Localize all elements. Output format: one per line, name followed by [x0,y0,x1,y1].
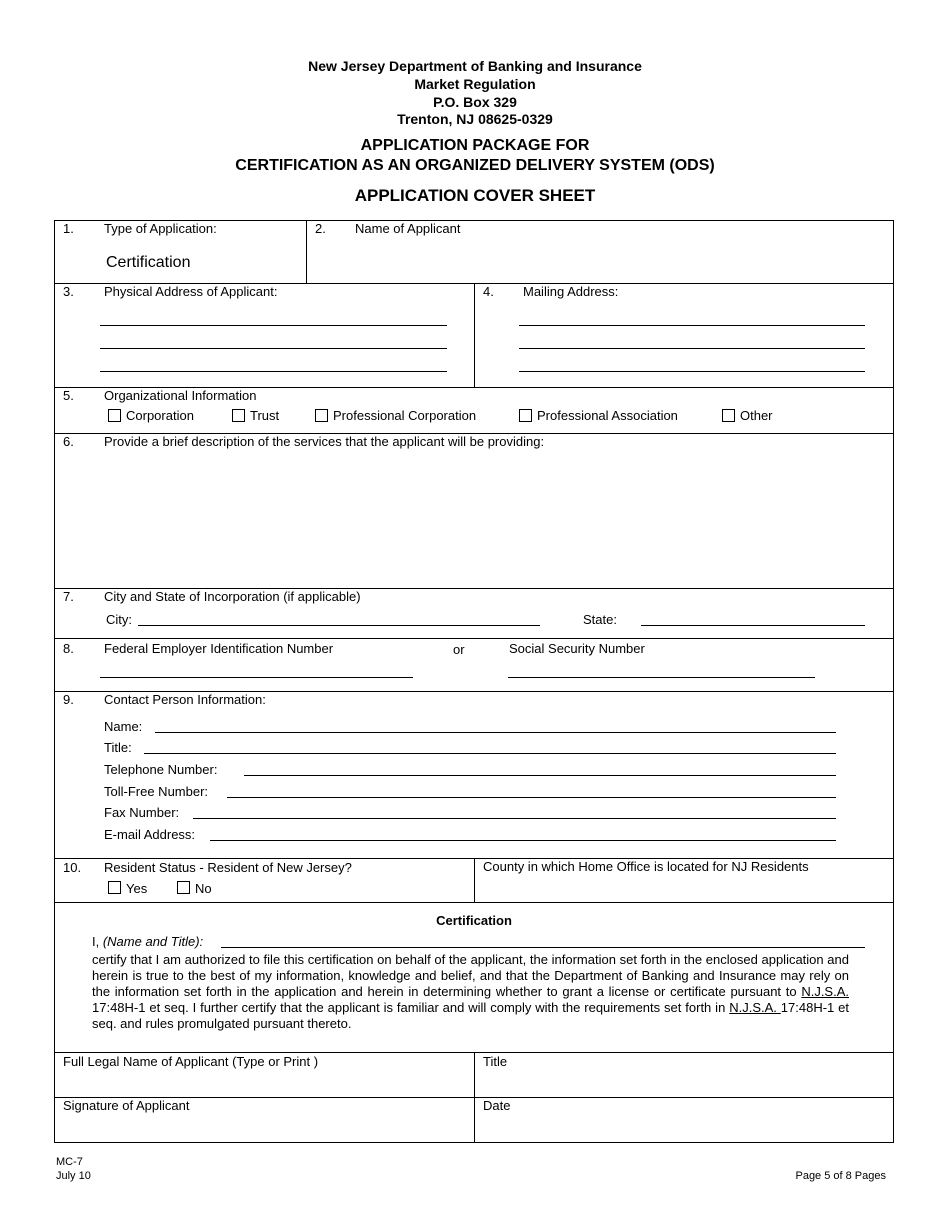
contact-title-label: Title: [104,740,132,755]
mailing-address-line[interactable] [519,348,865,349]
certification-name-title-field[interactable] [221,947,865,948]
njsa-citation: N.J.S.A. [801,984,849,999]
certification-text [92,952,849,1032]
mailing-address-line[interactable] [519,325,865,326]
city-label: City: [106,612,132,627]
full-legal-name-label: Full Legal Name of Applicant (Type or Print ) [63,1054,319,1069]
county-label: County in which Home Office is located for NJ Residents [483,859,809,874]
njsa-citation: N.J.S.A. [729,1000,781,1015]
resident-status-label: Resident Status - Resident of New Jersey? [104,860,352,875]
physical-address-label: Physical Address of Applicant: [104,284,278,299]
contact-telephone-field[interactable] [244,775,836,776]
ssn-label: Social Security Number [509,641,645,656]
city-field[interactable] [138,625,540,626]
row-divider [54,902,894,903]
fein-field[interactable] [100,677,413,678]
trust-checkbox[interactable] [232,409,245,422]
resident-no-label: No [195,881,212,896]
section-9-number: 9. [63,692,74,707]
or-label: or [453,642,465,657]
form-date: July 10 [56,1170,91,1182]
contact-toll-free-label: Toll-Free Number: [104,784,209,799]
column-divider [474,283,475,387]
title-line-1: APPLICATION PACKAGE FOR [360,137,590,154]
title-line-2: CERTIFICATION AS AN ORGANIZED DELIVERY SYSTEM (ODS) [235,157,715,174]
resident-yes-checkbox[interactable] [108,881,121,894]
date-label: Date [483,1098,511,1113]
header-po-box: P.O. Box 329 [433,94,517,110]
certification-intro: I, [92,934,103,949]
section-5-number: 5. [63,388,74,403]
header-city-zip: Trenton, NJ 08625-0329 [397,111,553,127]
organizational-info-label: Organizational Information [104,388,257,403]
signature-label: Signature of Applicant [63,1098,190,1113]
state-field[interactable] [641,625,865,626]
trust-option-label: Trust [250,408,280,423]
section-1-number: 1. [63,221,74,236]
professional-association-option-label: Professional Association [537,408,678,423]
professional-association-checkbox[interactable] [519,409,532,422]
mailing-address-label: Mailing Address: [523,284,619,299]
professional-corporation-checkbox[interactable] [315,409,328,422]
contact-email-label: E-mail Address: [104,827,196,842]
applicant-name-label: Name of Applicant [355,221,461,236]
contact-fax-label: Fax Number: [104,805,180,820]
column-divider [474,1052,475,1142]
contact-name-field[interactable] [155,732,836,733]
physical-address-line[interactable] [100,325,447,326]
incorporation-label: City and State of Incorporation (if applicable) [104,589,361,604]
contact-toll-free-field[interactable] [227,797,836,798]
column-divider [474,858,475,902]
column-divider [306,220,307,283]
services-description-label: Provide a brief description of the services that the applicant will be providing: [104,434,545,449]
certification-text-part-3: 17:48H-1 et seq. and rules promulgated pursuant thereto. [92,1000,849,1031]
certification-heading: Certification [436,913,512,928]
page-number: Page 5 of 8 Pages [795,1170,886,1182]
state-label: State: [583,612,617,627]
fein-label: Federal Employer Identification Number [104,641,334,656]
header-org: New Jersey Department of Banking and Insurance [308,58,642,74]
other-option-label: Other [740,408,773,423]
title-label: Title [483,1054,508,1069]
section-7-number: 7. [63,589,74,604]
section-2-number: 2. [315,221,326,236]
section-4-number: 4. [483,284,494,299]
physical-address-line[interactable] [100,371,447,372]
contact-title-field[interactable] [144,753,836,754]
physical-address-line[interactable] [100,348,447,349]
certification-name-title-label: (Name and Title): [102,934,204,949]
contact-email-field[interactable] [210,840,836,841]
professional-corporation-option-label: Professional Corporation [333,408,477,423]
section-6-number: 6. [63,434,74,449]
certification-text-part-1: certify that I am authorized to file this certification on behalf of the applicant, the information set forth in the enclosed application and herein is true to the best of my information, knowledge and belief, and that the Department of Banking and Insurance may rely on the information set forth in the application and herein in determining whether to grant a license or certificate pursuant to [92,952,849,999]
contact-fax-field[interactable] [193,818,836,819]
contact-name-label: Name: [104,719,143,734]
certification-name-title-prompt [92,934,203,949]
corporation-checkbox[interactable] [108,409,121,422]
ssn-field[interactable] [508,677,815,678]
contact-person-label: Contact Person Information: [104,692,266,707]
resident-no-checkbox[interactable] [177,881,190,894]
contact-telephone-label: Telephone Number: [104,762,218,777]
services-description-area[interactable] [100,454,880,582]
section-8-number: 8. [63,641,74,656]
header-division: Market Regulation [414,76,536,92]
form-id: MC-7 [56,1156,83,1168]
page-subtitle: APPLICATION COVER SHEET [354,186,596,205]
section-10-number: 10. [63,860,82,875]
row-divider [54,638,894,639]
type-of-application-label: Type of Application: [104,221,217,236]
mailing-address-line[interactable] [519,371,865,372]
resident-yes-label: Yes [126,881,148,896]
certification-text-part-2: 17:48H-1 et seq. I further certify that the applicant is familiar and will comply with the requirements set forth in [92,1000,730,1015]
corporation-option-label: Corporation [126,408,194,423]
section-3-number: 3. [63,284,74,299]
other-checkbox[interactable] [722,409,735,422]
type-of-application-value[interactable]: Certification [106,254,191,271]
